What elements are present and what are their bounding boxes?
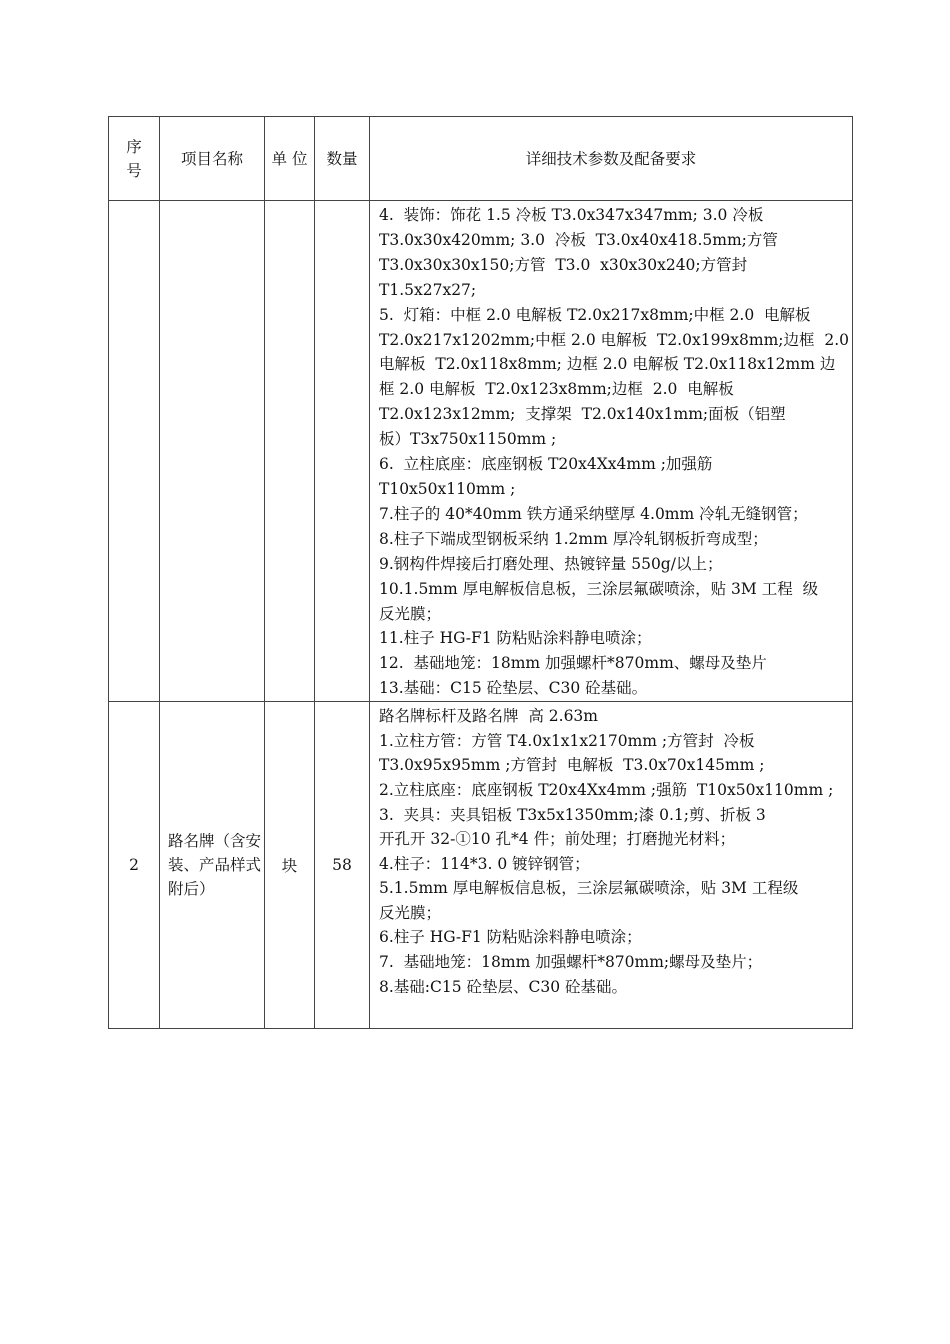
detail-line: 8.柱子下端成型钢板采纳 1.2mm 厚冷轧钢板折弯成型； — [379, 529, 768, 548]
detail-line: 6. 立柱底座：底座钢板 T20x4Xx4mm ;加强筋 — [379, 455, 713, 474]
row-unit: 块 — [265, 702, 315, 1029]
detail-line: 3. 夹具：夹具铝板 T3x5x1350mm;漆 0.1;剪、折板 3 — [379, 805, 766, 824]
detail-line: 电解板 T2.0x118x8mm; 边框 2.0 电解板 T2.0x118x12mm 边 — [379, 355, 836, 374]
table-row — [109, 702, 853, 1029]
detail-line: 12. 基础地笼：18mm 加强螺杆*870mm、螺母及垫片 — [379, 654, 767, 673]
table-header-row — [109, 117, 853, 201]
detail-line: 10.1.5mm 厚电解板信息板，三涂层氟碳喷涂，贴 3M 工程 级 — [379, 579, 819, 598]
table-row — [109, 201, 853, 702]
spec-table — [108, 116, 853, 1029]
detail-line: T3.0x95x95mm ;方管封 电解板 T3.0x70x145mm ; — [379, 756, 765, 775]
detail-line: 13.基础：C15 砼垫层、C30 砼基础。 — [379, 679, 648, 698]
row-unit — [265, 201, 315, 702]
detail-line: T2.0x123x12mm; 支撑架 T2.0x140x1mm;面板（铝塑 — [379, 405, 786, 424]
row-seq — [109, 201, 160, 702]
header-name: 项目名称 — [160, 117, 265, 201]
detail-line: 框 2.0 电解板 T2.0x123x8mm;边框 2.0 电解板 — [379, 380, 734, 399]
detail-line: 11.柱子 HG-F1 防粘贴涂料静电喷涂； — [379, 629, 652, 648]
detail-line: 7. 基础地笼：18mm 加强螺杆*870mm;螺母及垫片； — [379, 953, 763, 972]
row-seq: 2 — [109, 702, 160, 1029]
detail-line: 8.基础:C15 砼垫层、C30 砼基础。 — [379, 977, 628, 996]
detail-line: 7.柱子的 40*40mm 铁方通采纳壁厚 4.0mm 冷轧无缝钢管； — [379, 504, 808, 523]
detail-line: 4.柱子：114*3. 0 镀锌钢管； — [379, 854, 590, 873]
detail-line: 5.1.5mm 厚电解板信息板，三涂层氟碳喷涂，贴 3M 工程级 — [379, 879, 799, 898]
detail-line: T3.0x30x420mm; 3.0 冷板 T3.0x40x418.5mm;方管 — [379, 230, 778, 249]
detail-line: 反光膜； — [379, 903, 442, 922]
detail-line: 2.立柱底座：底座钢板 T20x4Xx4mm ;强筋 T10x50x110mm ; — [379, 780, 834, 799]
detail-line: T1.5x27x27; — [379, 280, 477, 299]
detail-line: 开孔开 32-①10 孔*4 件；前处理；打磨抛光材料； — [379, 830, 736, 849]
header-unit: 单 位 — [265, 117, 315, 201]
detail-line: 1.立柱方管：方管 T4.0x1x1x2170mm ;方管封 冷板 — [379, 731, 755, 750]
header-qty: 数量 — [315, 117, 370, 201]
detail-line: 板）T3x750x1150mm ; — [379, 430, 557, 449]
detail-line: 5. 灯箱：中框 2.0 电解板 T2.0x217x8mm;中框 2.0 电解板 — [379, 305, 811, 324]
detail-line: 反光膜； — [379, 604, 442, 623]
row-name: 路名牌（含安装、产品样式附后） — [160, 702, 265, 1029]
row-detail — [370, 201, 853, 702]
detail-line: T10x50x110mm ; — [379, 479, 516, 498]
detail-line: 路名牌标杆及路名牌 高 2.63m — [379, 707, 598, 726]
row-qty: 58 — [315, 702, 370, 1029]
row-detail — [370, 702, 853, 1029]
row-name — [160, 201, 265, 702]
header-detail: 详细技术参数及配备要求 — [370, 117, 853, 201]
row-qty — [315, 201, 370, 702]
header-seq: 序 号 — [109, 117, 160, 201]
detail-line: 9.钢构件焊接后打磨处理、热镀锌量 550g/以上； — [379, 554, 723, 573]
detail-line: T3.0x30x30x150;方管 T3.0 x30x30x240;方管封 — [379, 255, 748, 274]
detail-line: 4. 装饰：饰花 1.5 冷板 T3.0x347x347mm; 3.0 冷板 — [379, 206, 764, 224]
detail-line: 6.柱子 HG-F1 防粘贴涂料静电喷涂； — [379, 928, 642, 947]
detail-line: T2.0x217x1202mm;中框 2.0 电解板 T2.0x199x8mm;边框 2.0 — [379, 330, 850, 349]
